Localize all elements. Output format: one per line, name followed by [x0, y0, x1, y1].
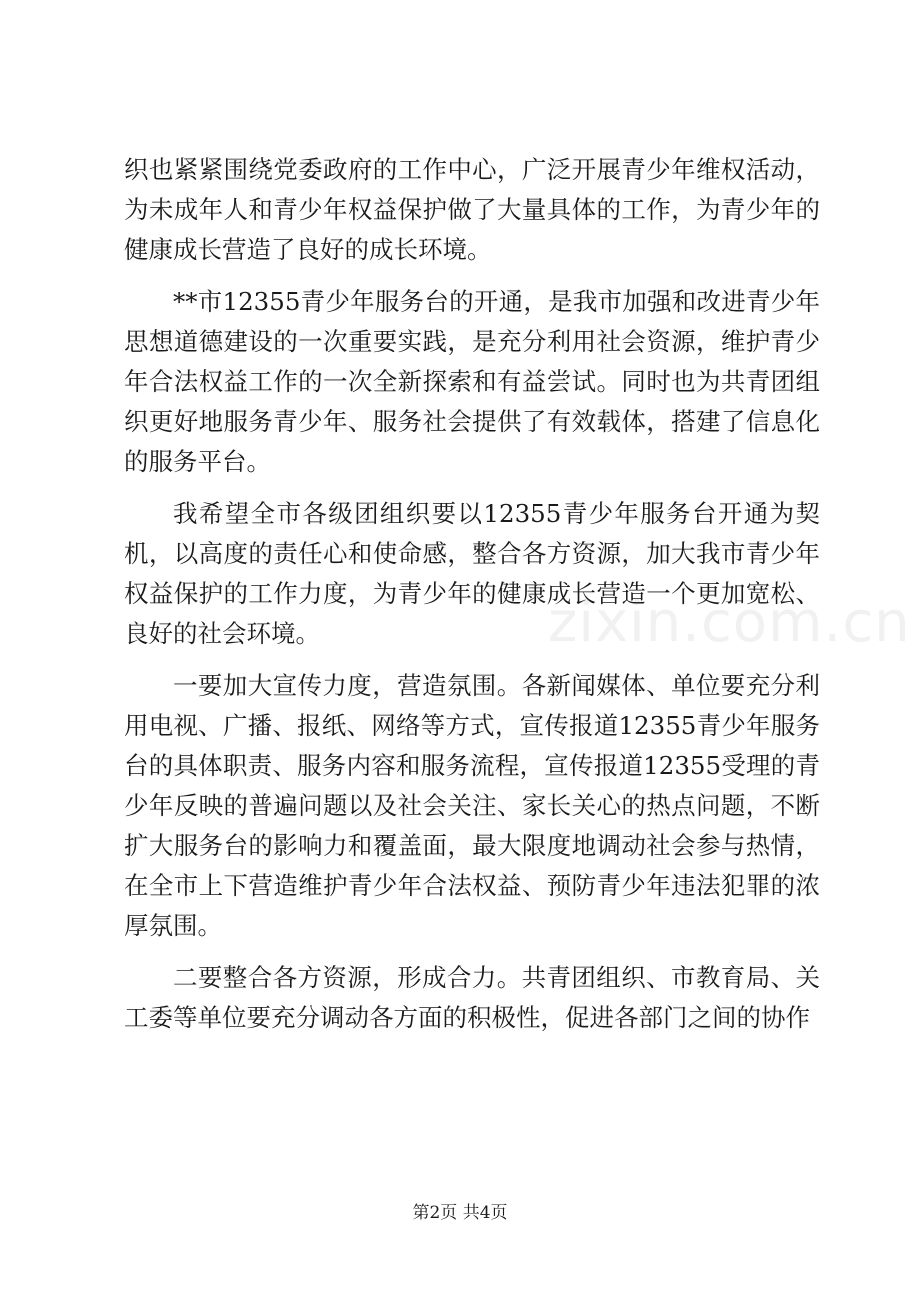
paragraph-4: 一要加大宣传力度，营造氛围。各新闻媒体、单位要充分利用电视、广播、报纸、网络等方式，宣传报道12355青少年服务台的具体职责、服务内容和服务流程，宣传报道12355受理的青少年反映的普遍问题以及社会关注、家长关心的热点问题，不断扩大服务台的影响力和覆盖面，最大限度地调动社会参与热情，在全市上下营造维护青少年合法权益、预防青少年违法犯罪的浓厚氛围。: [124, 671, 820, 940]
page-footer: 第2页 共4页: [412, 1203, 508, 1223]
document-body: [124, 150, 820, 1050]
paragraph-3: 我希望全市各级团组织要以12355青少年服务台开通为契机，以高度的责任心和使命感，整合各方资源，加大我市青少年权益保护的工作力度，为青少年的健康成长营造一个更加宽松、良好的社会环境。: [124, 499, 820, 648]
paragraph-1: 织也紧紧围绕党委政府的工作中心，广泛开展青少年维权活动，为未成年人和青少年权益保护做了大量具体的工作，为青少年的健康成长营造了良好的成长环境。: [124, 155, 820, 264]
paragraph-5: 二要整合各方资源，形成合力。共青团组织、市教育局、关工委等单位要充分调动各方面的积极性，促进各部门之间的协作: [124, 963, 820, 1032]
paragraph-2: **市12355青少年服务台的开通，是我市加强和改进青少年思想道德建设的一次重要实践，是充分利用社会资源，维护青少年合法权益工作的一次全新探索和有益尝试。同时也为共青团组织更好地服务青少年、服务社会提供了有效载体，搭建了信息化的服务平台。: [124, 287, 820, 476]
watermark: zixin.com.cn: [548, 590, 911, 655]
